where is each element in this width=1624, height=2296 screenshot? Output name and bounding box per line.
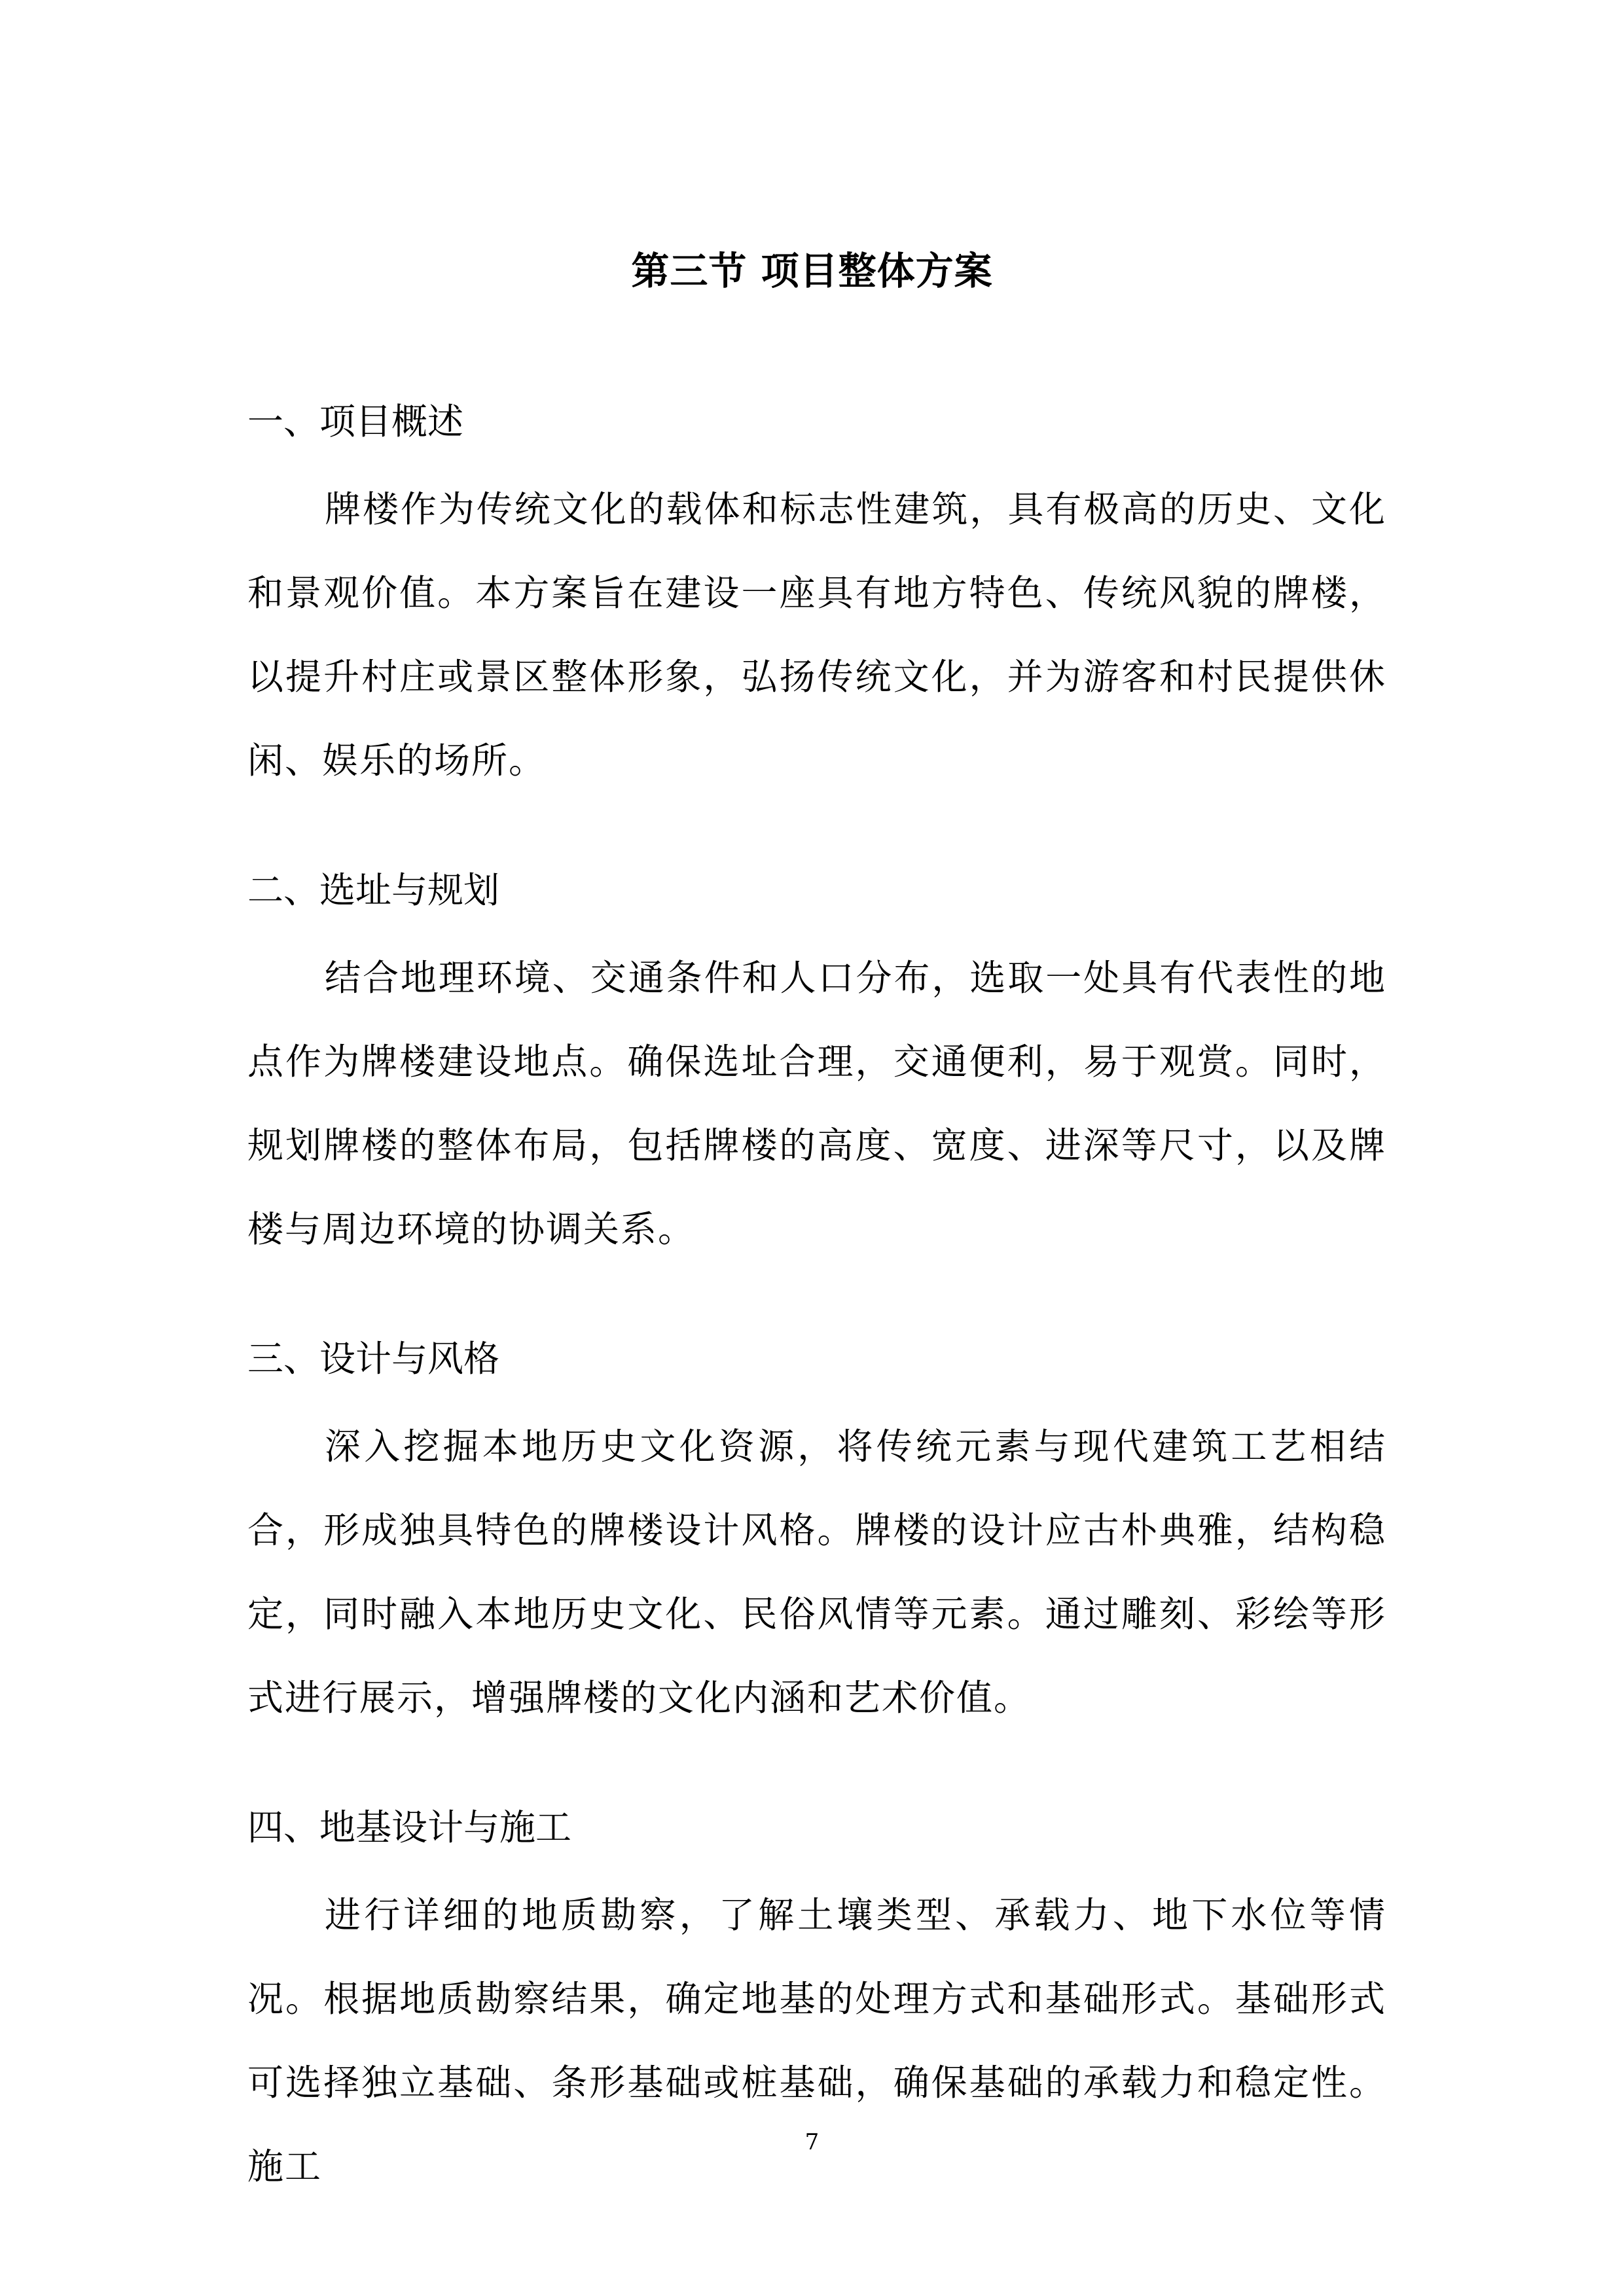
section-heading: 四、地基设计与施工 (247, 1806, 572, 1848)
section-design-style (247, 1333, 1386, 1740)
section-overview (247, 395, 1386, 802)
section-paragraph: 结合地理环境、交通条件和人口分布，选取一处具有代表性的地点作为牌楼建设地点。确保选址合理，交通便利，易于观赏。同时，规划牌楼的整体布局，包括牌楼的高度、宽度、进深等尺寸，以及牌楼与周边环境的协调关系。 (247, 957, 1386, 1250)
section-site-planning (247, 864, 1386, 1271)
section-paragraph: 牌楼作为传统文化的载体和标志性建筑，具有极高的历史、文化和景观价值。本方案旨在建设一座具有地方特色、传统风貌的牌楼，以提升村庄或景区整体形象，弘扬传统文化，并为游客和村民提供休闲、娱乐的场所。 (247, 488, 1386, 781)
section-heading: 一、项目概述 (247, 401, 464, 442)
section-heading: 二、选址与规划 (247, 869, 500, 911)
section-heading: 三、设计与风格 (247, 1338, 500, 1380)
section-paragraph: 深入挖掘本地历史文化资源，将传统元素与现代建筑工艺相结合，形成独具特色的牌楼设计风格。牌楼的设计应古朴典雅，结构稳定，同时融入本地历史文化、民俗风情等元素。通过雕刻、彩绘等形式进行展示，增强牌楼的文化内涵和艺术价值。 (247, 1426, 1386, 1719)
page-number: 7 (804, 2129, 820, 2155)
section-paragraph: 进行详细的地质勘察，了解土壤类型、承载力、地下水位等情况。根据地质勘察结果，确定地基的处理方式和基础形式。基础形式可选择独立基础、条形基础或桩基础，确保基础的承载力和稳定性。施工 (247, 1894, 1386, 2187)
section-title: 第三节 项目整体方案 (631, 248, 993, 293)
